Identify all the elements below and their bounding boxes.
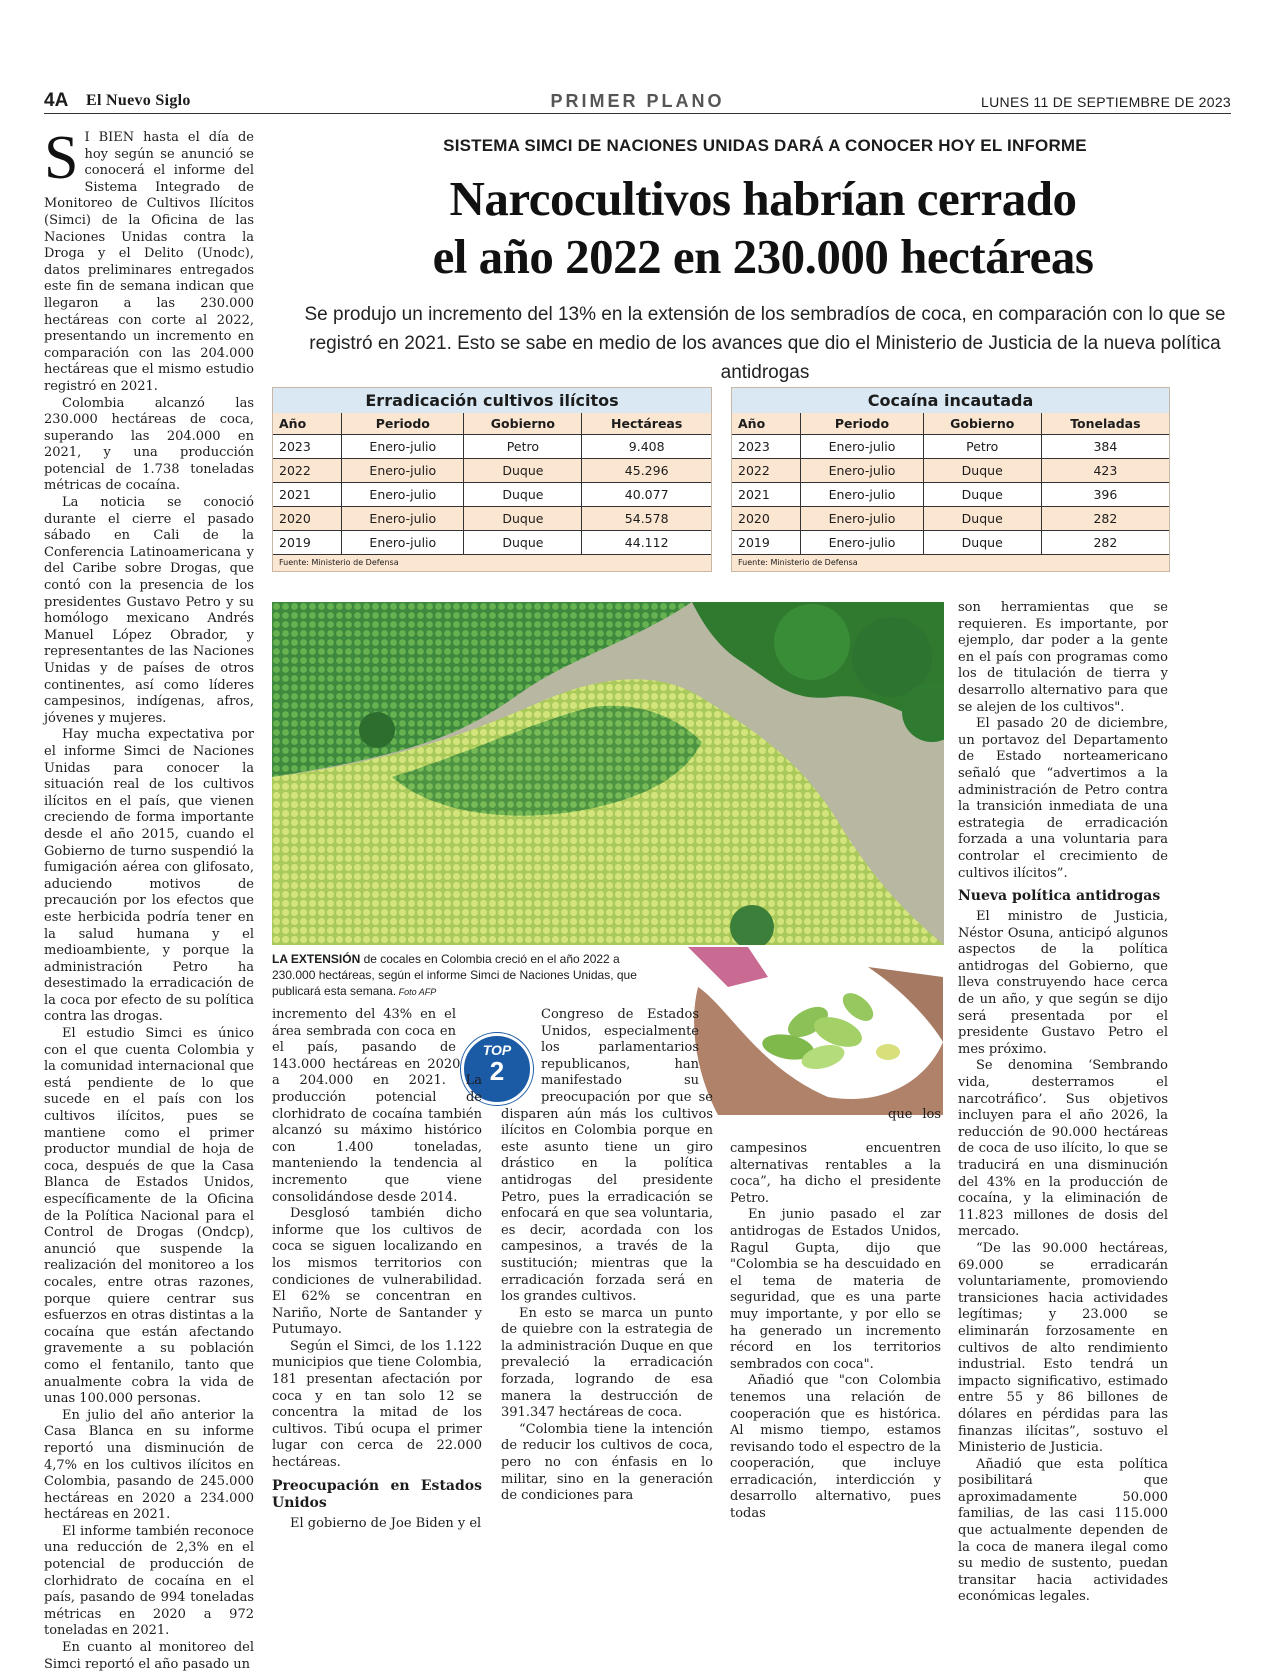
paragraph: Congreso de Estados Unidos, especialmente los parlamentarios republicanos, han manifestado su preocupación por que se disparen aún más los cultivos ilícitos en Colombia porque en este asunto tiene un giro drástico en la política antidrogas del presidente Petro, pues la erradicación se enfocará en que sea voluntaria, es decir, acordada con los campesinos, a través de la sustitución; mientras que la erradicación forzada será en los grandes cultivos. (501, 1007, 713, 1305)
subhead: Nueva política antidrogas (958, 888, 1161, 905)
table-cell: Duque (464, 507, 582, 531)
photo-caption (272, 951, 657, 1000)
table-cell: 396 (1041, 483, 1169, 507)
table-row (273, 483, 711, 507)
col-header: Toneladas (1070, 416, 1141, 431)
header-rule (44, 113, 1231, 114)
table-cell: Petro (923, 435, 1041, 459)
paragraph: El gobierno de Joe Biden y el (290, 1515, 482, 1531)
table-cell: Duque (464, 483, 582, 507)
page-date: LUNES 11 DE SEPTIEMBRE DE 2023 (981, 94, 1231, 110)
photo-credit: Foto AFP (396, 987, 437, 997)
table-row (732, 459, 1169, 483)
table-header-row (732, 413, 1169, 435)
table-cell: 423 (1041, 459, 1169, 483)
paragraph: Añadió que "con Colombia tenemos una relación de cooperación que es histórica. Al mismo tiempo, estamos revisando todo el espectro de la cooperación, que incluye erradicación, interdicción y desarrollo alternativo, pues todas (730, 1373, 941, 1522)
table-cell: 2020 (732, 507, 801, 531)
table-cell: Enero-julio (342, 507, 464, 531)
table-cell: Duque (464, 531, 582, 555)
paragraph: Desglosó también dicho informe que los cultivos de coca se siguen localizando en los mismos territorios con condiciones de vulnerabilidad. El 62% se concentran en Nariño, Norte de Santander y Putumayo. (272, 1206, 482, 1338)
caption-lead: LA EXTENSIÓN (272, 952, 361, 966)
table-cell: 282 (1041, 531, 1169, 555)
hands-illustration (688, 947, 943, 1115)
paragraph: son herramientas que se requieren. Es importante, por ejemplo, dar poder a la gente en el país con programas como los de titulación de tierra y desarrollo alternativo para que se alejen de los cultivos". (958, 600, 1168, 715)
table-cell: Duque (923, 483, 1041, 507)
headline-line-2: el año 2022 en 230.000 hectáreas (432, 229, 1094, 284)
table-cell: 2021 (732, 483, 801, 507)
col-header: Año (273, 413, 342, 435)
headline (288, 170, 1238, 286)
column-3 (501, 1007, 713, 1505)
column-4 (730, 1107, 941, 1523)
table-header-row (273, 413, 711, 435)
table-cell: Enero-julio (342, 483, 464, 507)
badge-wrap-spacer (501, 1007, 541, 1099)
table-row (732, 531, 1169, 555)
photo-wrap-spacer (730, 1107, 888, 1141)
table-cell: Duque (923, 507, 1041, 531)
paragraph: El pasado 20 de diciembre, un portavoz del Departamento de Estado norteamericano señaló que “advertimos a la administración de Petro contra la transición inmediata de una estrategia de erradicación forzada a una voluntaria para controlar el crecimiento de cultivos ilícitos”. (958, 716, 1168, 881)
page-number: 4A (44, 90, 69, 111)
table-row (273, 459, 711, 483)
table-cell: Duque (923, 531, 1041, 555)
column-1 (44, 124, 254, 1673)
drop-cap: S (44, 124, 79, 192)
table-cell: Enero-julio (801, 435, 923, 459)
table-cell: Petro (464, 435, 582, 459)
table-erradicacion (272, 387, 712, 572)
paragraph (44, 124, 254, 396)
table-title: Cocaína incautada (732, 388, 1169, 413)
table-cell: Enero-julio (342, 435, 464, 459)
paragraph: incremento del 43% en el área sembrada con coca en el país, pasando de 143.000 hectáreas en 2020 a 204.000 en 2021. La producción potencial de clorhidrato de cocaína también alcanzó su máximo histórico con 1.400 toneladas, manteniendo la tendencia al incremento que viene consolidándose desde 2014. (272, 1007, 482, 1205)
table-row (732, 435, 1169, 459)
column-2 (272, 1007, 482, 1532)
col-header: Hectáreas (611, 416, 683, 431)
table-row (732, 507, 1169, 531)
paragraph: El estudio Simci es único con el que cuenta Colombia y la comunidad internacional que está pendiente de lo que sucede en el país con los cultivos ilícitos, pues se mantiene como el primer productor mundial de hoja de coca, después de que la Casa Blanca de Estados Unidos, específicamente de la Oficina de la Política Nacional para el Control de Drogas (Ondcp), anunció que suspende la realización del monitoreo a los cocales, entre otras razones, porque quiere centrar sus esfuerzos en otras distintas a la cocaína que están afectando gravemente a su población como el fentanilo, tanto que anualmente cobra la vida de unas 100.000 personas. (44, 1026, 254, 1407)
coca-field-photo (272, 602, 944, 945)
table-source: Fuente: Ministerio de Defensa (732, 554, 1169, 571)
table-cell: 2022 (732, 459, 801, 483)
table-cocaina (731, 387, 1170, 572)
table-cell: Enero-julio (342, 531, 464, 555)
paragraph: que los campesinos encuentren alternativas rentables a la coca”, ha dicho el presidente Petro. (730, 1107, 941, 1206)
col-header: Año (732, 413, 801, 435)
table-cell: 2020 (273, 507, 342, 531)
badge-line-1: TOP (482, 1042, 512, 1058)
paragraph: Colombia alcanzó las 230.000 hectáreas de coca, superando las 204.000 en 2021, y una producción potencial de 1.738 toneladas métricas de cocaína. (44, 395, 254, 494)
col-header: Periodo (342, 413, 464, 435)
headline-line-1: Narcocultivos habrían cerrado (449, 171, 1077, 226)
table-title: Erradicación cultivos ilícitos (273, 388, 711, 413)
paragraph: Según el Simci, de los 1.122 municipios que tiene Colombia, 181 presentan afectación por coca y en tan solo 12 se concentra la mitad de los cultivos. Tibú ocupa el primer lugar con cerca de 22.000 hectáreas. (272, 1338, 482, 1471)
paragraph: En esto se marca un punto de quiebre con la estrategia de la administración Duque en que prevaleció la erradicación forzada, logrando de esa manera la destrucción de 391.347 hectáreas de coca. (501, 1305, 713, 1421)
dek: Se produjo un incremento del 13% en la extensión de los sembradíos de coca, en comparación con lo que se registró en 2021. Esto se sabe en medio de los avances que dio el Ministerio de Justicia de la nueva política antidrogas (304, 304, 1226, 383)
table-cell: 282 (1041, 507, 1169, 531)
paragraph-text: I BIEN hasta el día de hoy según se anunció se conocerá el informe del Sistema Integrado de Monitoreo de Cultivos Ilícitos (Simci) de la Oficina de las Naciones Unidas contra la Droga y el Delito (Unodc), datos preliminares entregados este fin de semana indican que llegaron a las 230.000 hectáreas con corte al 2022, presentando un incremento en comparación con las 204.000 hectáreas que el mismo estudio registró en 2021. (44, 130, 254, 394)
badge-line-2: 2 (489, 1056, 505, 1086)
table-cell: 2019 (732, 531, 801, 555)
table-cell: 384 (1041, 435, 1169, 459)
table-cell: 44.112 (582, 531, 711, 555)
paragraph: Añadió que esta política posibilitará que aproximadamente 50.000 familias, de las casi 115.000 que actualmente dependen de la coca de manera ilegal como su medio de sustento, puedan transitar hacia actividades económicas legales. (958, 1456, 1168, 1605)
table-cell: Duque (464, 459, 582, 483)
paragraph: El ministro de Justicia, Néstor Osuna, anticipó algunos aspectos de la política antidrogas del Gobierno, que lleva construyendo hace cerca de un año, y que según se dijo será presentada por el presidente Gustavo Petro el mes próximo. (958, 909, 1168, 1057)
paragraph: La noticia se conoció durante el cierre el pasado sábado en Cali de la Conferencia Latinoamericana y del Caribe sobre Drogas, que contó con la presencia de los presidentes Gustavo Petro y su homólogo mexicano Andrés Manuel López Obrador, y representantes de las Naciones Unidas y de países de otros continentes, así como líderes campesinos, indígenas, afros, jóvenes y mujeres. (44, 495, 254, 726)
table-cell: Enero-julio (342, 459, 464, 483)
table-cell: Enero-julio (801, 459, 923, 483)
col-header: Gobierno (923, 413, 1041, 435)
paragraph: Se denomina ‘Sembrando vida, desterramos el narcotráfico’. Sus objetivos incluyen para el año 2026, la reducción de 90.000 hectáreas de coca de uso ilícito, lo que se traducirá en una disminución del 43% en la producción de cocaína, y la eliminación de 11.823 millones de dosis del mercado. (958, 1058, 1168, 1240)
column-5 (958, 600, 1168, 1606)
table-cell: 9.408 (582, 435, 711, 459)
coca-field-illustration (272, 602, 944, 945)
masthead: El Nuevo Siglo (86, 92, 191, 109)
table-cell: Duque (923, 459, 1041, 483)
table-cell: 54.578 (582, 507, 711, 531)
table-cell: 2023 (273, 435, 342, 459)
table-cell: Enero-julio (801, 483, 923, 507)
table-row (273, 507, 711, 531)
paragraph: Hay mucha expectativa por el informe Simci de Naciones Unidas para conocer la situación real de los cultivos ilícitos en el país, que vienen creciendo de forma importante desde el año 2015, cuando el Gobierno de turno suspendió la fumigación aérea con glifosato, aduciendo motivos de precaución por los efectos que este herbicida podría tener en la salud humana y el medioambiente, y porque la administración Petro ha desestimado la erradicación de la coca por efecto de su política contra las drogas. (44, 727, 254, 1025)
table-source: Fuente: Ministerio de Defensa (273, 554, 711, 571)
table-cell: 2019 (273, 531, 342, 555)
photo-wrap-spacer (699, 1007, 713, 1087)
caption-text: de cocales en Colombia creció en el año 2022 a 230.000 hectáreas, según el informe Simci de Naciones Unidas, que publicará esta semana. (272, 952, 637, 998)
paragraph: En julio del año anterior la Casa Blanca en su informe reportó una disminución de 4,7% en los cultivos ilícitos en Colombia, pasando de 245.000 hectáreas en 2020 a 234.000 hectáreas en 2021. (44, 1407, 254, 1523)
col-header: Gobierno (464, 413, 582, 435)
table-cell: 2021 (273, 483, 342, 507)
paragraph: El informe también reconoce una reducción de 2,3% en el potencial de producción de clorhidrato de cocaína en el país, pasando de 994 toneladas métricas en 2020 a 972 toneladas en 2021. (44, 1523, 254, 1639)
col-header: Periodo (801, 413, 923, 435)
section-name: PRIMER PLANO (550, 91, 725, 111)
kicker: SISTEMA SIMCI DE NACIONES UNIDAS DARÁ A CONOCER HOY EL INFORME (443, 136, 1087, 155)
paragraph: “De las 90.000 hectáreas, 69.000 se erradicarán voluntariamente, promoviendo transiciones hacia actividades legítimas; y 23.000 se eliminarán forzosamente en cultivos de alto rendimiento industrial. Esto tendrá un impacto significativo, estimado entre 55 y 86 billones de dólares en pérdidas para las finanzas ilícitas”, sostuvo el Ministerio de Justicia. (958, 1240, 1168, 1456)
table-row (732, 483, 1169, 507)
coca-leaves-hands-photo (688, 947, 943, 1115)
table-cell: 2023 (732, 435, 801, 459)
table-cell: Enero-julio (801, 531, 923, 555)
paragraph: En cuanto al monitoreo del Simci reportó el año pasado un (44, 1640, 254, 1672)
table-cell: 45.296 (582, 459, 711, 483)
subhead: Preocupación en Estados Unidos (272, 1477, 482, 1511)
table-row (273, 435, 711, 459)
table-cell: 40.077 (582, 483, 711, 507)
table-cell: Enero-julio (801, 507, 923, 531)
table-row (273, 531, 711, 555)
paragraph: En junio pasado el zar antidrogas de Estados Unidos, Ragul Gupta, dijo que "Colombia se ha descuidado en el tema de materia de seguridad, que es una parte muy importante, y por ello se ha generado un incremento récord en los territorios sembrados con coca". (730, 1207, 941, 1372)
table-cell: 2022 (273, 459, 342, 483)
paragraph: “Colombia tiene la intención de reducir los cultivos de coca, pero no con énfasis en lo militar, sino en la generación de condiciones para (501, 1421, 713, 1504)
